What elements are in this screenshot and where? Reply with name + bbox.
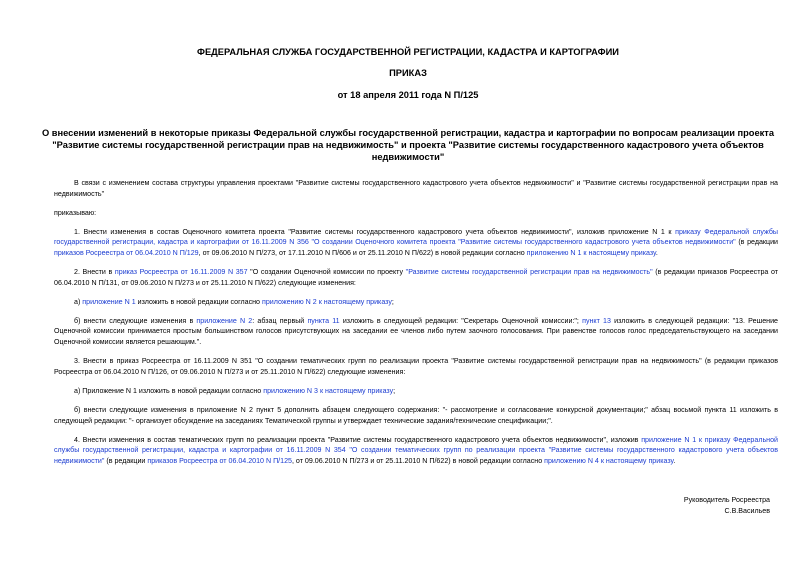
text: . [673, 456, 676, 465]
document-type: ПРИКАЗ [389, 68, 427, 78]
text: . [655, 248, 658, 257]
text: , от 09.06.2010 N П/273 и от 25.11.2010 N П/622) в новой редакции согласно [291, 456, 545, 465]
item-1-paragraph [54, 227, 778, 259]
text: "О создании Оценочной комиссии по проекту [247, 268, 406, 277]
orders-paragraph: приказываю: [54, 208, 97, 217]
document-body [54, 178, 778, 475]
appendix-2-link[interactable]: приложению N 2 к настоящему приказу [261, 297, 392, 306]
item-2a-paragraph [54, 297, 778, 308]
text: 2. Внести в [74, 268, 115, 277]
order-356-link[interactable]: приказу Федеральной службы государственной регистрации, кадастра и картографии от 16.11.2009 N 356 "О создании Оценочного комитета проекта "Развитие системы государственного кадастрового учета объектов недвижимости" [54, 227, 778, 247]
item-2-paragraph [54, 267, 778, 288]
text: ; [393, 386, 396, 395]
order-354-link[interactable]: приложение N 1 к приказу Федеральной службы государственной регистрации, кадастра и картографии от 16.11.2009 N 354 "О создании тематических групп по реализации проекта "Развитие системы государственного кадастрового учета объектов недвижимости" [54, 435, 778, 465]
text: а) Приложение N 1 изложить в новой редакции согласно [74, 386, 264, 395]
text: а) [74, 297, 83, 306]
document-date-number: от 18 апреля 2011 года N П/125 [337, 90, 479, 100]
item-3b-paragraph: б) внести следующие изменения в приложение N 2 пункт 5 дополнить абзацем следующего содержания: "- рассмотрение и согласование конкурсной документации;" абзац восьмой пункта 11 изложить в следующей редакции: "- организует обсуждение на заседаниях Тематической группы и утверждает технические задания/технические спецификации;". [54, 405, 778, 425]
signature-block [684, 495, 770, 517]
signatory-name: С.В.Васильев [724, 507, 770, 515]
text: 4. Внести изменения в состав тематических групп по реализации проекта "Развитие системы государственного кадастрового учета объектов недвижимости", изложив [74, 435, 642, 444]
signatory-position: Руководитель Росреестра [683, 496, 770, 504]
item-3-paragraph: 3. Внести в приказ Росреестра от 16.11.2009 N 351 "О создании тематических групп по реализации проекта "Развитие системы государственной регистрации прав на недвижимость" (в редакции приказов Росреестра от 06.04.2010 N П/126, от 09.06.2010 N П/273 и от 25.11.2010 N П/622) следующие изменения: [54, 357, 778, 376]
clause-13-link[interactable]: пункт 13 [582, 316, 611, 325]
project-registration-link[interactable]: "Развитие системы государственной регистрации прав на недвижимость" [405, 268, 653, 277]
text: 1. Внести изменения в состав Оценочного комитета проекта "Развитие системы государственного кадастрового учета объектов недвижимости", изложив приложение N 1 к [74, 227, 676, 236]
intro-paragraph: В связи с изменением состава структуры управления проектами "Развитие системы государственного кадастрового учета объектов недвижимости" и "Развитие системы государственной регистрации прав на недвижимость" [54, 179, 778, 198]
item-2b-paragraph [54, 316, 778, 348]
text: : абзац первый [252, 316, 308, 325]
text: изложить в следующей редакции: "13. Решение Оценочной комиссии принимается простым большинством голосов присутствующих на заседании ее членов либо путем заочного голосования. При равенстве голосов голос председательствующего на заседании Оценочной комиссии является решающим.". [54, 316, 778, 347]
item-4-paragraph [54, 435, 778, 467]
text: (в редакции [104, 456, 148, 465]
clause-11-link[interactable]: пункта 11 [307, 316, 340, 325]
text: , от 09.06.2010 N П/273, от 17.11.2010 N П/606 и от 25.11.2010 N П/622) в новой редакции согласно [198, 248, 527, 257]
appendix-4-link[interactable]: приложению N 4 к настоящему приказу [544, 456, 674, 465]
text: б) внести следующие изменения в [74, 316, 197, 325]
appendix-n1-link[interactable]: приложение N 1 [82, 297, 136, 306]
text: (в редакции приказов Росреестра от 06.04.2010 N П/131, от 09.06.2010 N П/273 и от 25.11.2010 N П/622) следующие изменения: [54, 268, 778, 287]
order-357-link[interactable]: приказ Росреестра от 16.11.2009 N 357 [114, 268, 248, 277]
agency-title: ФЕДЕРАЛЬНАЯ СЛУЖБА ГОСУДАРСТВЕННОЙ РЕГИСТРАЦИИ, КАДАСТРА И КАРТОГРАФИИ [197, 47, 619, 57]
appendix-3-link[interactable]: приложению N 3 к настоящему приказу [263, 386, 394, 395]
orders-p125-link[interactable]: приказов Росреестра от 06.04.2010 N П/125 [147, 456, 292, 465]
text: изложить в новой редакции согласно [135, 297, 262, 306]
appendix-n2-link[interactable]: приложение N 2 [196, 316, 253, 325]
item-3a-paragraph [54, 386, 778, 397]
document-subject: О внесении изменений в некоторые приказы Федеральной службы государственной регистрации, кадастра и картографии по вопросам реализации проекта "Развитие системы государственной регистрации прав на недвижимость" и проекта "Развитие системы государственного кадастрового учета объектов недвижимости" [41, 128, 775, 162]
text: изложить в следующей редакции: "Секретарь Оценочной комиссии:"; [339, 316, 583, 325]
appendix-1-link[interactable]: приложению N 1 к настоящему приказу [526, 248, 656, 257]
orders-p129-link[interactable]: приказов Росреестра от 06.04.2010 N П/129 [54, 248, 199, 257]
text: (в редакции [735, 238, 778, 247]
text: ; [391, 297, 394, 306]
